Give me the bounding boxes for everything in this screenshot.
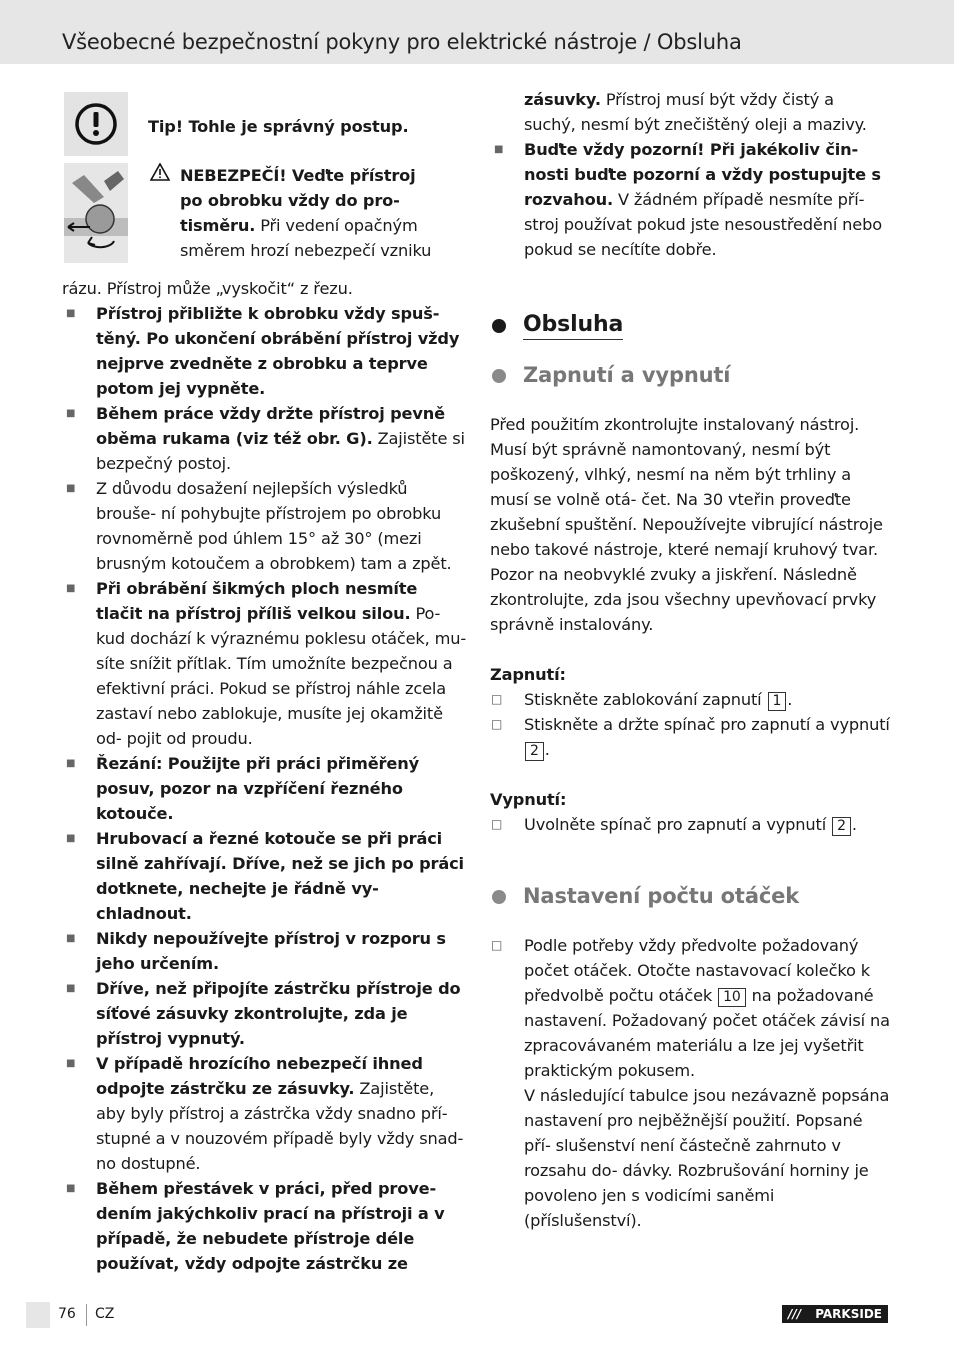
step-text: Stiskněte a držte spínač pro zapnutí a vypnutí [524,715,890,734]
warning-icon [150,163,170,188]
list-item-text: Přístroj musí být vždy čistý a suchý, nesmí být znečištěný oleji a mazivy. [524,90,867,134]
checkbox-square-icon: □ [491,692,503,706]
list-item-bold: Nikdy nepoužívejte přístroj v rozporu s jeho určením. [96,929,446,973]
step-text: Podle potřeby vždy předvolte požadovaný počet otáček. Otočte nastavovací kolečko k předvolbě počtu otáček [524,936,870,1005]
list-item-bold: Přístroj přibližte k obrobku vždy spuš- těný. Po ukončení obrábění přístroj vždy nejprve zvedněte z obrobku a teprve potom jej vypněte. [96,304,460,398]
danger-line-2: po obrobku vždy do pro- [180,191,400,210]
page-title: Všeobecné bezpečnostní pokyny pro elektrické nástroje / Obsluha [62,30,742,54]
zapnuti-heading: Zapnutí: [490,665,566,684]
square-bullet-icon: ■ [66,933,76,944]
bullet-dot-icon [492,890,506,904]
list-item [62,826,467,926]
list-item-bold: Řezání: Použijte při práci přiměřený posuv, pozor na vzpříčení řezného kotouče. [96,754,419,823]
page-number: 76 [58,1306,76,1322]
list-item-bold: Během práce vždy držte přístroj pevně oběma rukama (viz též obr. G). [96,404,445,448]
square-bullet-icon: ■ [66,1183,76,1194]
checkbox-square-icon: □ [491,938,503,952]
square-bullet-icon: ■ [66,1058,76,1069]
step-item: □ Stiskněte a držte spínač pro zapnutí a vypnutí 2 . [490,712,890,762]
list-item-bold: Při obrábění šikmých ploch nesmíte tlačit na přístroj příliš velkou silou. [96,579,418,623]
danger-line-4: směrem hrozí nebezpečí vzniku [180,241,432,260]
list-item-bold: Během přestávek v práci, před prove- dením jakýchkoliv prací na přístroji a v případě, že nebudete přístroje déle používat, vždy odpojte zástrčku ze [96,1179,445,1273]
part-number-label: 2 [832,817,851,836]
part-number-label: 10 [718,988,746,1007]
list-item-text: Po- kud dochází k výraznému poklesu otáček, mu- síte snížit přítlak. Tím umožníte bezpečnou a efektivní práci. Pokud se přístroj náhle zcela zastaví nebo zablokuje, musíte jej okamžitě od- pojit od proudu. [96,604,467,748]
section-title: Zapnutí a vypnutí [523,363,731,387]
section-heading-zapnuti [490,360,890,390]
danger-block [62,166,467,288]
tip-text: Tip! Tohle je správný postup. [148,117,409,136]
part-number-label: 2 [525,742,544,761]
list-item [62,751,467,826]
list-item-bold: Hrubovací a řezné kotouče se při práci silně zahřívají. Dříve, než se jich po práci dotknete, nechejte je řádně vy- chladnout. [96,829,464,923]
list-item-bold: zásuvky. [524,90,601,109]
step-item: □ Stiskněte zablokování zapnutí 1 . [490,687,890,712]
right-column [490,87,890,1233]
page-header [0,0,954,64]
list-item [62,1176,467,1276]
section-title: Obsluha [523,312,623,340]
vypnuti-heading: Vypnutí: [490,790,567,809]
list-item [62,301,467,401]
danger-text [180,163,470,263]
language-code: CZ [95,1306,115,1322]
square-bullet-icon: ■ [66,758,76,769]
list-item-continued [490,87,890,137]
list-item-bold: V případě hrozícího nebezpečí ihned odpojte zástrčku ze zásuvky. [96,1054,423,1098]
list-item [62,1051,467,1176]
logo-text: PARKSIDE [815,1307,882,1321]
section-heading-otacky [490,881,890,911]
checkbox-square-icon: □ [491,717,503,731]
footer-divider [86,1304,87,1326]
left-column [62,112,467,1276]
square-bullet-icon: ■ [66,833,76,844]
list-item [62,576,467,751]
page-number-box [26,1302,50,1328]
square-bullet-icon: ■ [66,308,76,319]
bullet-dot-icon [492,369,506,383]
list-item-bold: Buďte vždy pozorní! Při jakékoliv čin- nosti buďte pozorní a vždy postupujte s rozvahou. [524,140,881,209]
list-item [490,137,890,262]
list-item [62,401,467,476]
list-item-text: Zajistěte si bezpečný postoj. [96,429,465,473]
logo-stripes-icon: /// [788,1307,802,1321]
section-heading-obsluha [490,310,890,340]
square-bullet-icon: ■ [66,408,76,419]
parkside-logo [782,1305,888,1323]
square-bullet-icon: ■ [66,983,76,994]
step-item [490,933,890,1233]
step-text: V následující tabulce jsou nezávazně popsána nastavení pro nejběžnější použití. Popsané pří- slušenství není částečně zahrnuto v rozsahu do- dávky. Rozbrušování horniny je povoleno jen s vodicími saněmi (příslušenství). [524,1086,890,1230]
danger-line-1: NEBEZPEČÍ! Veďte přístroj [180,166,416,185]
section-title: Nastavení počtu otáček [523,884,800,908]
list-item-text: V žádném případě nesmíte pří- stroj používat pokud jste nesoustředění nebo pokud se necítíte dobře. [524,190,882,259]
zapnuti-intro: Před použitím zkontrolujte instalovaný nástroj. Musí být správně namontovaný, nesmí být poškozený, vlhký, nesmí na něm být trhliny a musí se volně otá- čet. Na 30 vteřin proveďte zkušební spuštění. Nepoužívejte vibrující nástroje nebo takové nástroje, které nemají kruhový tvar. Pozor na neobvyklé zvuky a jiskření. Následně zkontrolujte, zda jsou všechny upevňovací prvky správně instalovány. [490,415,883,634]
square-bullet-icon: ■ [66,483,76,494]
list-item [62,926,467,976]
step-text: Uvolněte spínač pro zapnutí a vypnutí [524,815,827,834]
step-item: □ Uvolněte spínač pro zapnutí a vypnutí 2 . [490,812,890,837]
part-number-label: 1 [768,692,787,711]
list-item-text: Zajistěte, aby byly přístroj a zástrčka vždy snadno pří- stupné a v nouzovém případě byly vždy snad- no dostupné. [96,1079,464,1173]
square-bullet-icon: ■ [66,583,76,594]
exclamation-icon [64,92,128,156]
list-item-bold: Dříve, než připojíte zástrčku přístroje do síťové zásuvky zkontrolujte, zda je přístroj vypnutý. [96,979,461,1048]
list-item-text: Z důvodu dosažení nejlepších výsledků brouše- ní pohybujte přístrojem po obrobku rovnoměrně pod úhlem 15° až 30° (mezi brusným kotoučem a obrobkem) tam a zpět. [96,479,452,573]
checkbox-square-icon: □ [491,817,503,831]
grinder-illustration [64,163,128,263]
danger-line-3-bold: tisměru. [180,216,256,235]
list-item [62,976,467,1051]
square-bullet-icon: ■ [494,144,504,155]
step-text: Stiskněte zablokování zapnutí [524,690,762,709]
danger-line-3-rest: Při vedení opačným [255,216,418,235]
bullet-dot-icon [492,319,506,333]
list-item [62,476,467,576]
danger-line-5: rázu. Přístroj může „vyskočit“ z řezu. [62,279,353,298]
step-text: na požadované nastavení. Požadovaný počet otáček závisí na zpracovávaném materiálu a lze jej vyšetřit praktickým pokusem. [524,986,890,1080]
safety-list [62,301,467,1276]
